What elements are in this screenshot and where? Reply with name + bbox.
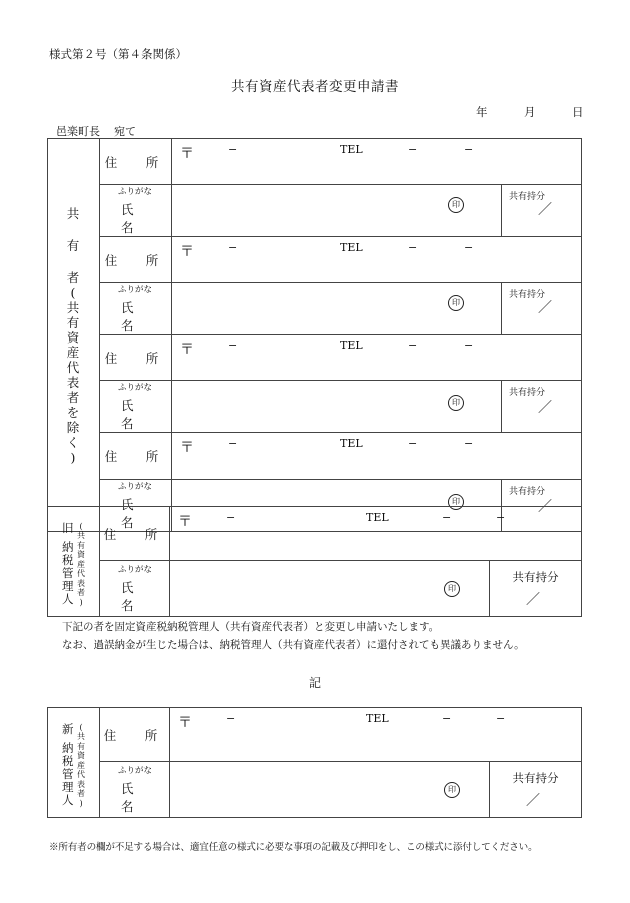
share-slash: ／ [538,400,552,416]
tel-dash: − [464,339,474,352]
side-char: 理 [62,578,74,593]
name-text: 氏 名 [121,300,163,333]
addressee-honorific: 宛て [114,125,136,138]
side-char: 代 [77,569,85,579]
side-char: 資 [77,550,85,560]
date-day-label: 日 [572,105,584,119]
postal-dash: − [228,143,238,156]
share-label: 共有持分 [509,192,546,202]
postal-mark: 〒 [180,440,194,456]
address-label: 住 所 [100,139,172,185]
address-field[interactable] [172,139,582,185]
old-manager-side-label [48,507,100,617]
name-label [100,185,172,237]
side-char: 者 [66,389,80,405]
side-char: 管 [62,766,74,781]
co-owners-table [47,138,582,532]
side-char: 表 [77,779,85,789]
side-char: 有 [77,741,85,751]
seal-icon: 印 [448,395,464,411]
share-slash: ／ [526,793,540,809]
tel-label: TEL [340,437,363,450]
side-char: 有 [66,314,80,330]
footnote: ※所有者の欄が不足する場合は、適宜任意の様式に必要な事項の記載及び押印をし、この様式に添付してください。 [49,842,538,853]
address-field[interactable] [172,433,582,480]
share-field[interactable] [502,381,582,433]
side-char: 除 [66,419,80,435]
tel-dash: − [408,143,418,156]
name-label [100,762,170,818]
seal-icon: 印 [448,494,464,510]
side-char: 有 [77,540,85,550]
side-char: ) [70,449,76,465]
ki-heading: 記 [308,676,321,690]
tel-dash: − [496,712,506,725]
name-label [100,561,170,617]
side-char: 産 [77,559,85,569]
tel-label: TEL [340,143,363,156]
side-char: 資 [66,329,80,345]
share-field[interactable] [502,185,582,237]
side-char: 産 [66,344,80,360]
name-text: 氏 名 [121,497,163,530]
request-line-2: なお、過誤納金が生じた場合は、納税管理人（共有資産代表者）に還付されても異議ありません。 [62,639,525,651]
furigana-label: ふりがな [118,766,153,776]
furigana-label: ふりがな [118,285,153,295]
side-char: く [66,434,80,450]
share-label: 共有持分 [512,570,559,584]
side-char: ( [79,521,83,531]
side-char: ) [79,798,83,808]
tel-dash: − [408,437,418,450]
seal-icon: 印 [444,782,460,798]
postal-dash: − [228,437,238,450]
name-field[interactable] [172,185,502,237]
side-char: 表 [66,374,80,390]
furigana-label: ふりがな [118,187,153,197]
date-year-label: 年 [476,105,488,119]
share-label: 共有持分 [509,388,546,398]
side-char: 人 [62,591,74,606]
page-title: 共有資産代表者変更申請書 [231,79,399,95]
tel-label: TEL [340,339,363,352]
name-text: 氏 名 [121,781,163,814]
co-owners-side-label [48,139,100,532]
postal-dash: − [228,241,238,254]
tel-dash: − [464,437,474,450]
share-slash: ／ [538,202,552,218]
side-char: 産 [77,760,85,770]
tel-dash: − [408,339,418,352]
seal-icon: 印 [448,295,464,311]
old-manager-table [47,506,582,617]
postal-mark: 〒 [180,244,194,260]
share-label: 共有持分 [509,290,546,300]
side-char: 共 [66,205,80,221]
tel-dash: − [442,511,452,524]
side-char: 表 [77,578,85,588]
side-char: 新 [62,721,74,736]
address-label: 住 所 [100,237,172,283]
address-field[interactable] [172,335,582,381]
side-char: ( [70,284,76,300]
tel-label: TEL [366,511,389,524]
postal-mark: 〒 [180,342,194,358]
name-label [100,283,172,335]
side-char: 者 [77,588,85,598]
side-char: 有 [66,237,80,253]
tel-dash: − [464,241,474,254]
side-char: 共 [77,732,85,742]
side-char: を [66,404,80,420]
name-label [100,381,172,433]
side-char: 人 [62,792,74,807]
seal-icon: 印 [448,197,464,213]
tel-dash: − [442,712,452,725]
side-char: 税 [62,552,74,567]
postal-mark: 〒 [180,146,194,162]
address-label: 住 所 [100,433,172,480]
postal-dash: − [226,511,236,524]
address-field[interactable] [170,708,582,762]
form-number: 様式第２号（第４条関係） [49,47,187,61]
name-field[interactable] [170,561,490,617]
name-text: 氏 名 [121,580,163,613]
side-char: 納 [62,539,74,554]
side-char: 資 [77,751,85,761]
name-text: 氏 名 [121,202,163,235]
side-char: 管 [62,565,74,580]
share-label: 共有持分 [512,771,559,785]
tel-dash: − [464,143,474,156]
side-char: 者 [77,789,85,799]
postal-dash: − [226,712,236,725]
tel-label: TEL [340,241,363,254]
side-char: 納 [62,740,74,755]
side-char: 者 [66,269,80,285]
side-char: ( [79,722,83,732]
furigana-label: ふりがな [118,383,153,393]
share-slash: ／ [538,499,552,515]
share-slash: ／ [538,300,552,316]
side-char: 税 [62,753,74,768]
share-field[interactable] [490,561,582,617]
side-char: 旧 [62,520,74,535]
name-field[interactable] [172,381,502,433]
furigana-label: ふりがな [118,565,153,575]
tel-dash: − [496,511,506,524]
address-label: 住 所 [100,708,170,762]
new-manager-table [47,707,582,818]
side-char: 理 [62,779,74,794]
address-label: 住 所 [100,335,172,381]
postal-mark: 〒 [178,514,192,530]
name-field[interactable] [172,283,502,335]
side-char: 代 [66,359,80,375]
share-field[interactable] [502,283,582,335]
share-field[interactable] [490,762,582,818]
addressee [56,123,136,139]
address-field[interactable] [172,237,582,283]
side-char: 共 [77,531,85,541]
share-slash: ／ [526,592,540,608]
tel-dash: − [408,241,418,254]
postal-dash: − [228,339,238,352]
request-line-1: 下記の者を固定資産税納税管理人（共有資産代表者）と変更し申請いたします。 [62,621,440,633]
postal-mark: 〒 [178,715,192,731]
address-label: 住 所 [100,507,170,561]
addressee-name: 邑楽町長 [56,125,100,138]
address-field[interactable] [170,507,582,561]
tel-label: TEL [366,712,389,725]
name-field[interactable] [170,762,490,818]
share-label: 共有持分 [509,487,546,497]
new-manager-side-label [48,708,100,818]
side-char: 代 [77,770,85,780]
side-char: ) [79,597,83,607]
name-text: 氏 名 [121,398,163,431]
side-char: 共 [66,299,80,315]
furigana-label: ふりがな [118,482,153,492]
seal-icon: 印 [444,581,460,597]
date-month-label: 月 [524,105,536,119]
